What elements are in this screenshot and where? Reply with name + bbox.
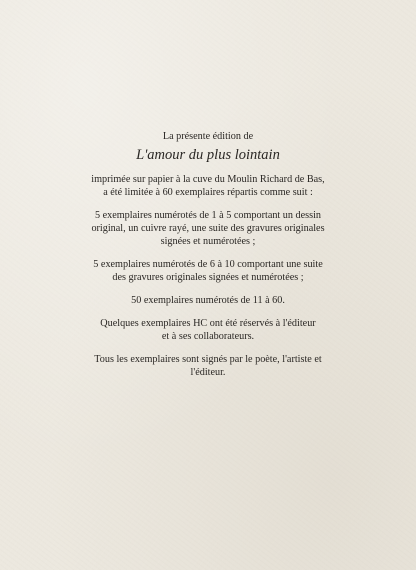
copies-1-5-paragraph xyxy=(0,209,416,248)
book-title: L'amour du plus lointain xyxy=(136,147,280,163)
paragraph-line: l'éditeur. xyxy=(190,367,226,378)
paragraph-line: a été limitée à 60 exemplaires répartis comme suit : xyxy=(103,187,313,198)
paragraph-line: 5 exemplaires numérotés de 6 à 10 comportant une suite xyxy=(93,259,323,270)
paragraph-line: et à ses collaborateurs. xyxy=(161,331,255,342)
paragraph-line: des gravures originales signées et numérotées ; xyxy=(112,272,304,283)
colophon-block xyxy=(0,130,416,389)
paragraph-line: Quelques exemplaires HC ont été réservés à l'éditeur xyxy=(100,318,316,329)
paper-edition-paragraph xyxy=(0,173,416,199)
copies-6-10-paragraph xyxy=(0,258,416,284)
paragraph-line: signées et numérotées ; xyxy=(160,236,256,247)
hc-copies-paragraph xyxy=(0,317,416,343)
paragraph-line: Tous les exemplaires sont signés par le poète, l'artiste et xyxy=(94,354,322,365)
intro-line: La présente édition de xyxy=(162,131,254,142)
paragraph-line: 50 exemplaires numérotés de 11 à 60. xyxy=(131,295,285,306)
paragraph-line: imprimée sur papier à la cuve du Moulin Richard de Bas, xyxy=(91,174,325,185)
paragraph-line: 5 exemplaires numérotés de 1 à 5 comportant un dessin xyxy=(94,210,322,221)
signatures-paragraph xyxy=(0,353,416,379)
paragraph-line: original, un cuivre rayé, une suite des gravures originales xyxy=(91,223,325,234)
copies-11-60-paragraph xyxy=(0,294,416,307)
